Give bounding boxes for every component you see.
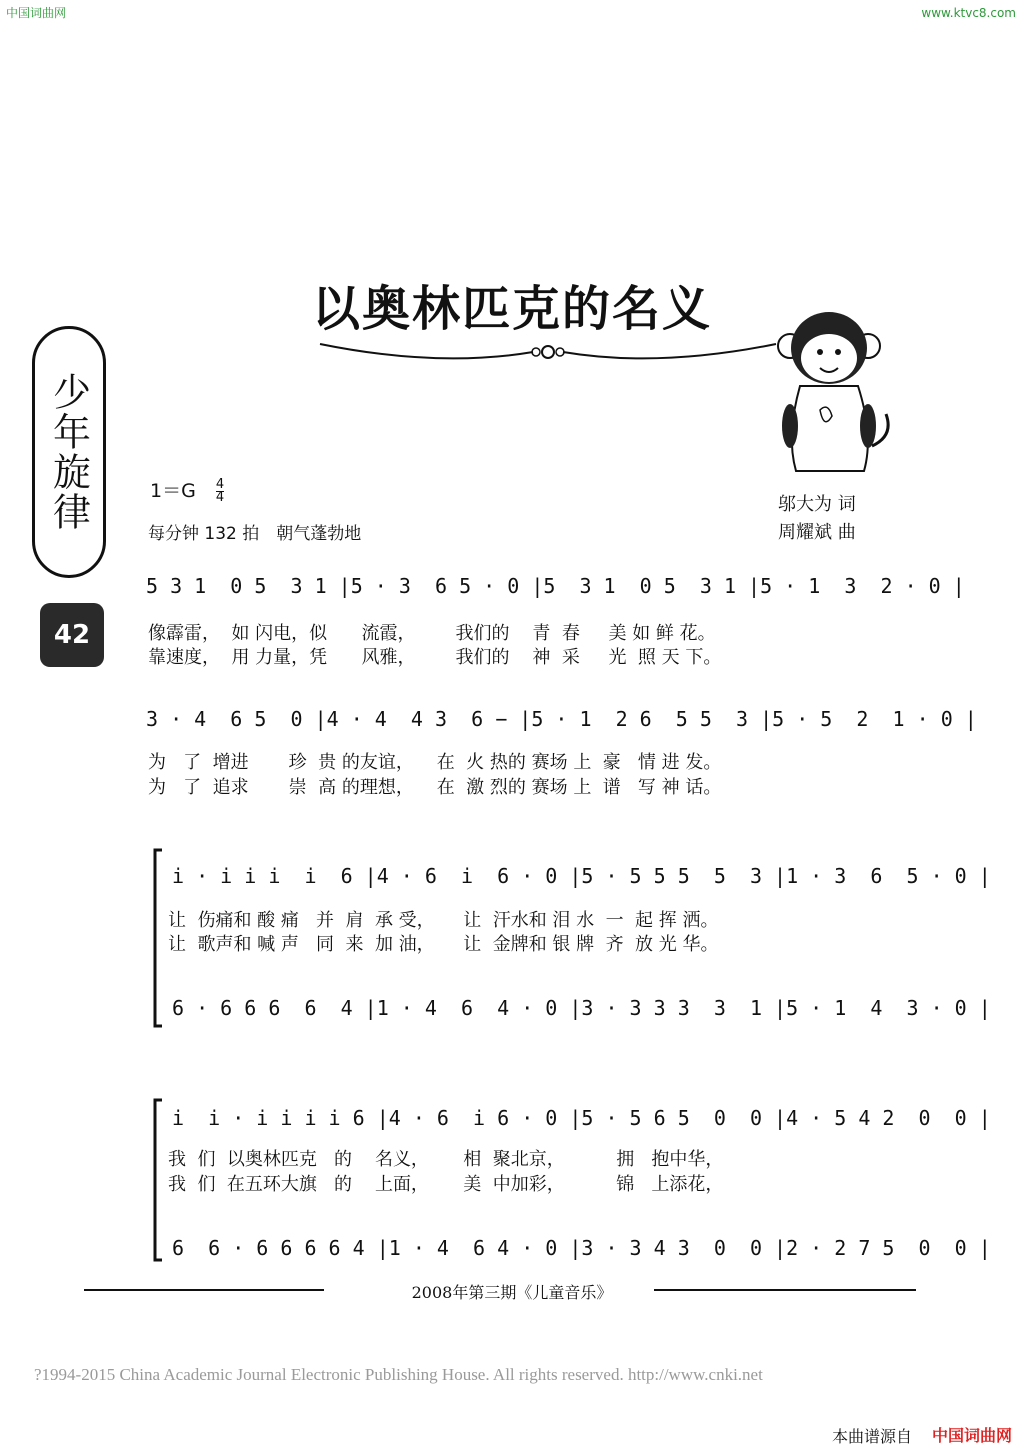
lyric-line: 像霹雷， 如 闪电，似 流霞， 我们的 青 春 美 如 鲜 花。 <box>148 623 716 644</box>
site-name-header[interactable]: 中国词曲网 <box>6 6 67 20</box>
lyric-line: 让 歌声和 喊 声 同 来 加 油， 让 金牌和 银 牌 齐 放 光 华。 <box>168 934 719 955</box>
lyric-line: 我 们 在五环大旗 的 上面， 美 中加彩， 锦 上添花， <box>168 1174 724 1195</box>
page-number: 42 <box>40 603 104 667</box>
part-bracket <box>152 1098 164 1262</box>
time-signature-bottom: 4 <box>215 490 225 505</box>
lyric-line: 让 伤痛和 酸 痛 并 肩 承 受， 让 汗水和 泪 水 一 起 挥 洒。 <box>168 910 719 931</box>
song-title: 以奥林匹克的名义 <box>311 281 712 337</box>
notation-line: 6 · 6 6 6 6 4 |1 · 4 6 4 · 0 |3 · 3 3 3 3 1 |5 · 1 4 3 · 0 | <box>172 996 991 1020</box>
lyric-line: 为 了 增进 珍 贵 的友谊， 在 火 热的 赛场 上 豪 情 进 发。 <box>148 752 722 773</box>
key-label: 1＝G <box>150 480 196 502</box>
publication-source: 2008年第三期《儿童音乐》 <box>411 1283 613 1302</box>
part-bracket <box>152 848 164 1028</box>
composer-credit: 周耀斌 曲 <box>778 522 856 543</box>
monkey-illustration <box>776 306 896 478</box>
title-ornament <box>318 332 778 366</box>
copyright-notice: ?1994-2015 China Academic Journal Electronic Publishing House. All rights reserved. http://www.cnki.net <box>34 1365 763 1384</box>
source-label: 本曲谱源自 <box>831 1427 912 1446</box>
lyric-line: 我 们 以奥林匹克 的 名义， 相 聚北京， 拥 抱中华， <box>168 1149 724 1170</box>
lyric-line: 靠速度， 用 力量，凭 风雅， 我们的 神 采 光 照 天 下。 <box>148 647 722 668</box>
time-signature-top: 4 <box>215 477 225 492</box>
tempo-marking: 每分钟 132 拍 朝气蓬勃地 <box>148 524 362 544</box>
notation-line: i i · i i i i 6 |4 · 6 i 6 · 0 |5 · 5 6 5 0 0 |4 · 5 4 2 0 0 | <box>172 1106 991 1130</box>
notation-line: 6 6 · 6 6 6 6 4 |1 · 4 6 4 · 0 |3 · 3 4 3 0 0 |2 · 2 7 5 0 0 | <box>172 1236 991 1260</box>
section-badge <box>32 326 106 578</box>
brand-link[interactable]: 中国词曲网 <box>931 1426 1012 1445</box>
site-url-header[interactable]: www.ktvc8.com <box>921 6 1016 20</box>
time-signature <box>216 479 224 504</box>
lyric-line: 为 了 追求 崇 高 的理想， 在 激 烈的 赛场 上 谱 写 神 话。 <box>148 777 722 798</box>
notation-line: i · i i i i 6 |4 · 6 i 6 · 0 |5 · 5 5 5 5 3 |1 · 3 6 5 · 0 | <box>172 864 991 888</box>
notation-line: 3 · 4 6 5 0 |4 · 4 4 3 6 − |5 · 1 2 6 5 5 3 |5 · 5 2 1 · 0 | <box>146 707 977 731</box>
key-signature <box>150 476 224 504</box>
notation-line: 5 3 1 0 5 3 1 |5 · 3 6 5 · 0 |5 3 1 0 5 3 1 |5 · 1 3 2 · 0 | <box>146 574 965 598</box>
section-badge-label: 少年旋律 <box>46 372 91 532</box>
lyricist-credit: 邬大为 词 <box>778 494 856 515</box>
